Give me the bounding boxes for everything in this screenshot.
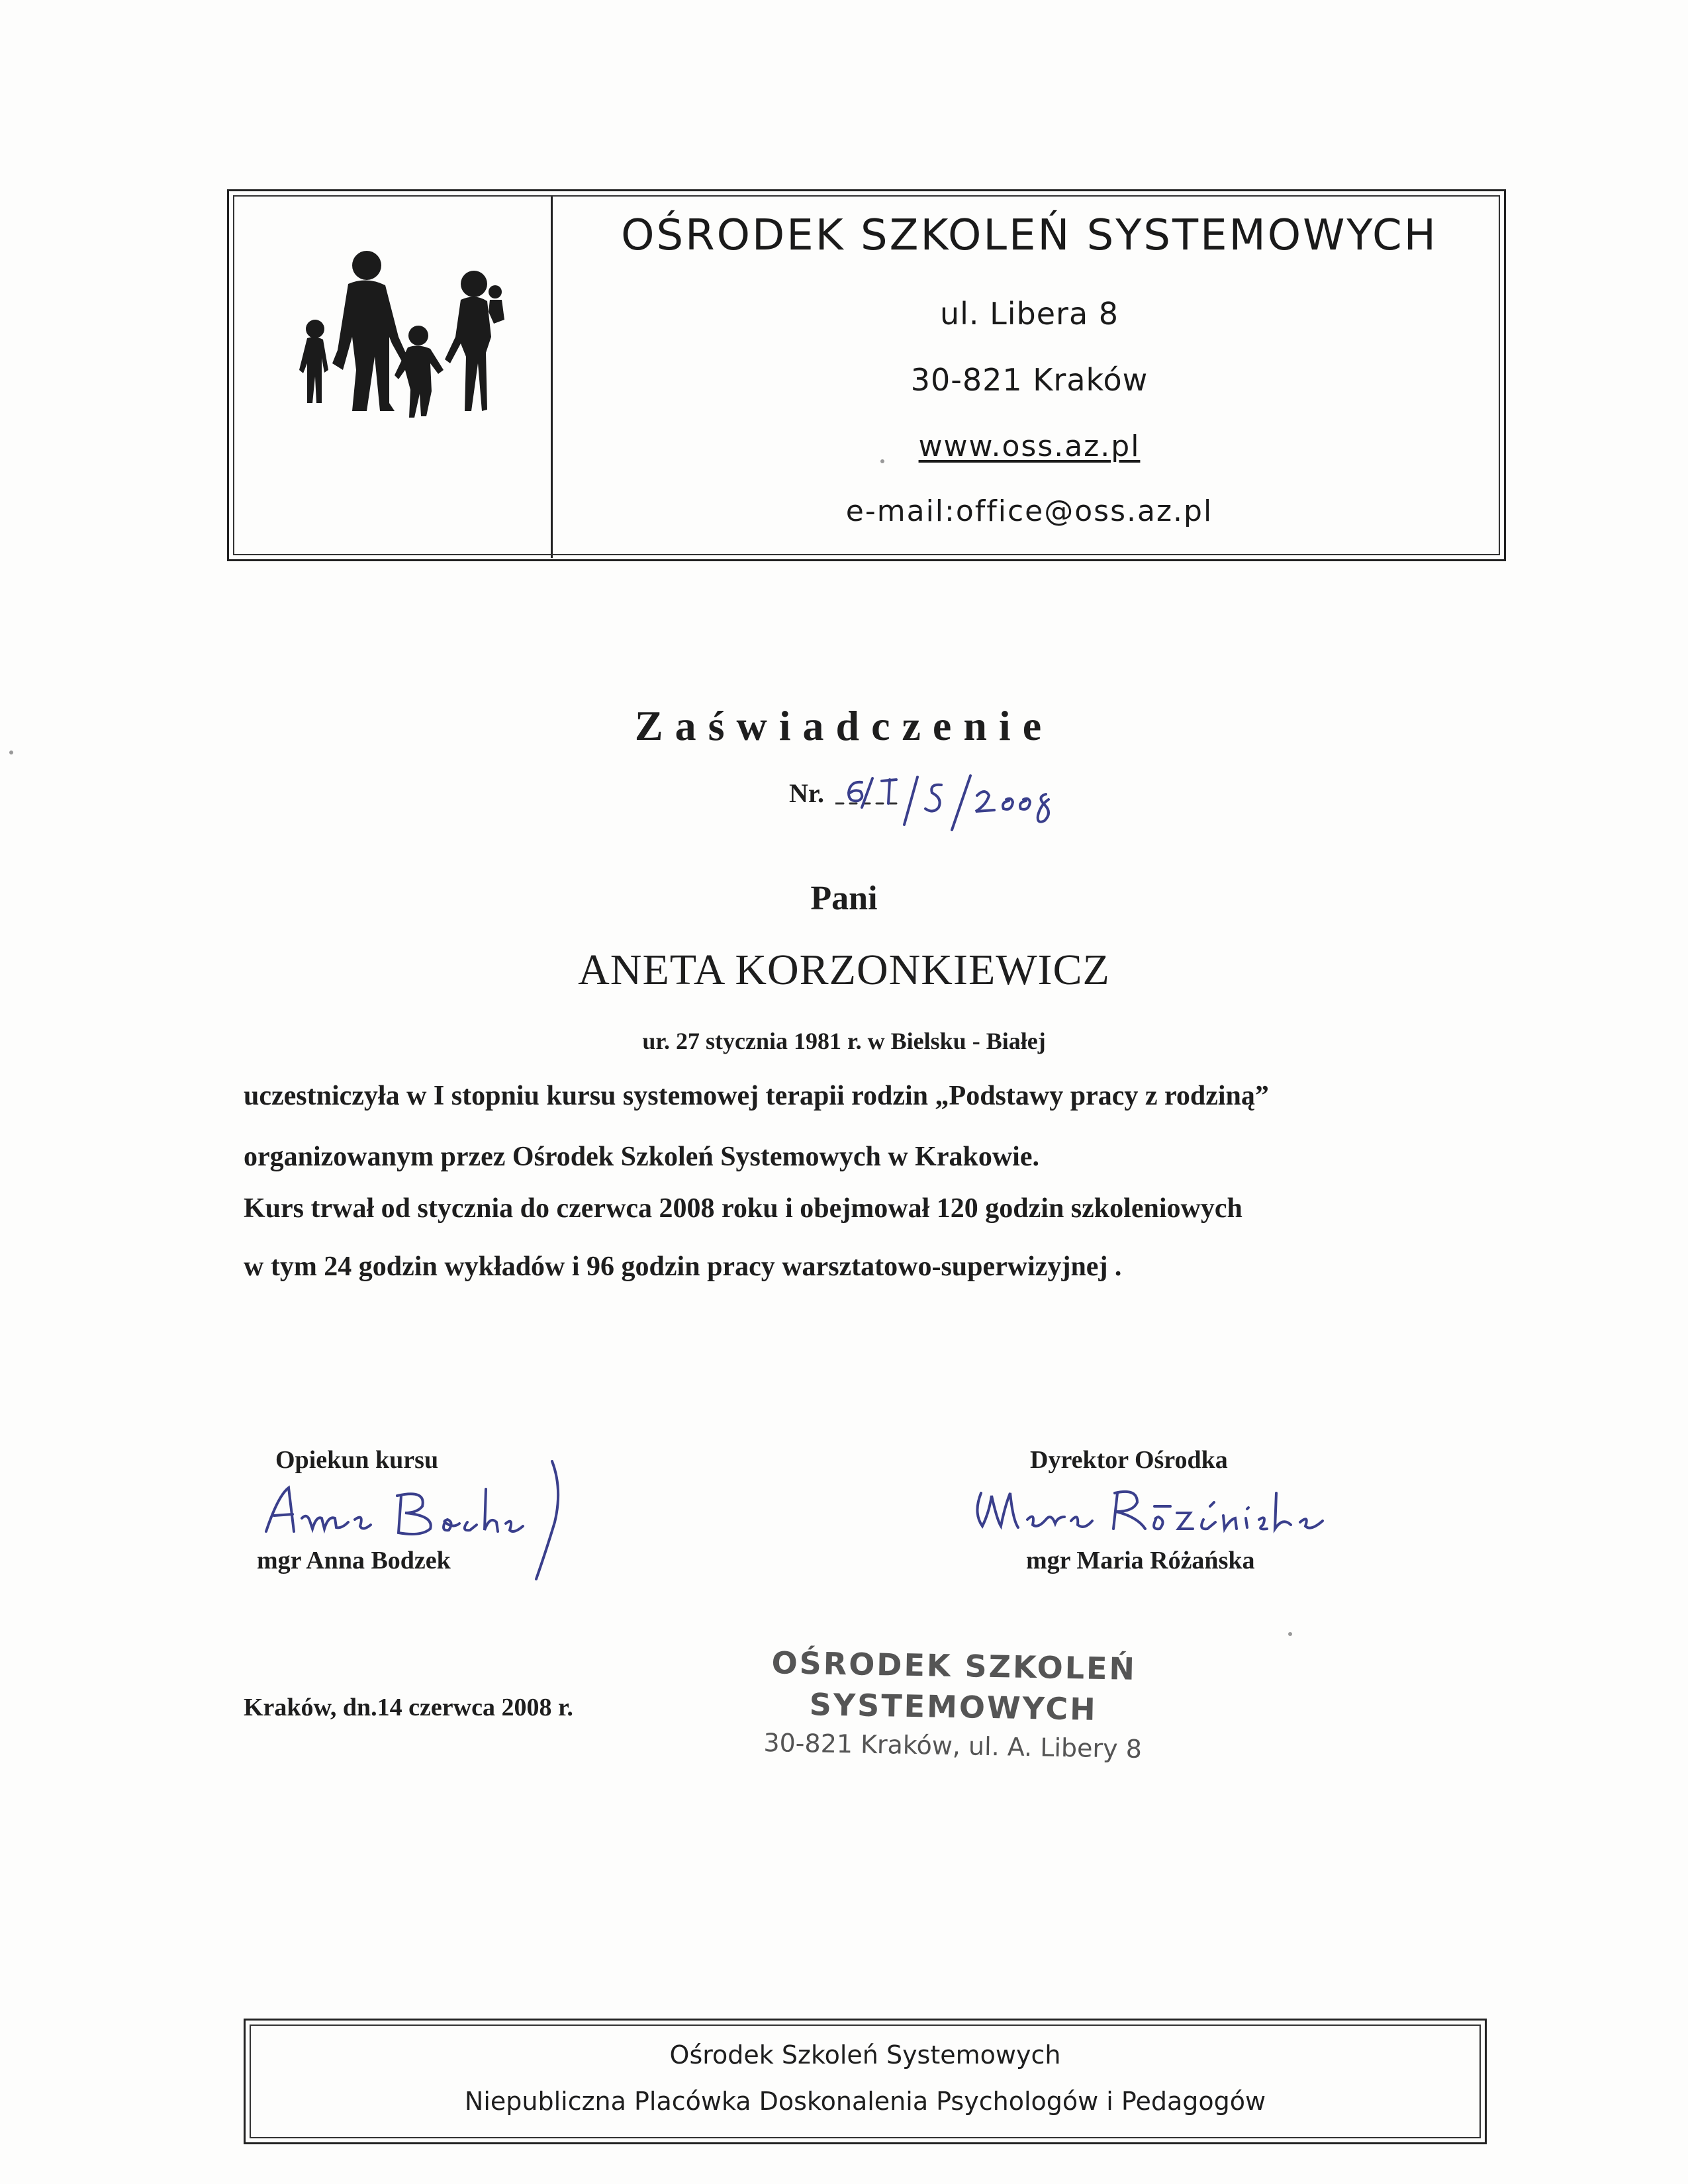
organization-street: ul. Libera 8	[939, 296, 1119, 332]
footer-line-2: Niepubliczna Placówka Doskonalenia Psychologów i Pedagogów	[464, 2087, 1266, 2116]
right-signatory-name: mgr Maria Różańska	[1026, 1547, 1255, 1574]
organization-city: 30-821 Kraków	[910, 362, 1149, 398]
scan-speck	[1288, 1632, 1292, 1636]
certificate-number-handwritten	[835, 761, 1113, 834]
birth-details: ur. 27 stycznia 1981 r. w Bielsku - Białej	[642, 1028, 1046, 1054]
footer-box	[244, 2019, 1487, 2144]
right-handwritten-signature	[972, 1473, 1342, 1556]
recipient-name: ANETA KORZONKIEWICZ	[578, 946, 1110, 994]
certificate-number-label: Nr.	[789, 778, 824, 808]
letterhead-text	[555, 191, 1504, 559]
place-and-date: Kraków, dn.14 czerwca 2008 r.	[244, 1694, 573, 1721]
stamp-line-2: SYSTEMOWYCH	[809, 1686, 1098, 1727]
organization-website-link[interactable]: www.oss.az.pl	[918, 430, 1141, 463]
family-silhouette-icon	[269, 238, 520, 449]
document-title: Zaświadczenie	[634, 702, 1054, 749]
right-signatory-role: Dyrektor Ośrodka	[1030, 1446, 1228, 1474]
stamp-line-3: 30-821 Kraków, ul. A. Libery 8	[763, 1728, 1143, 1764]
left-signatory-name: mgr Anna Bodzek	[257, 1547, 451, 1574]
paragraph-line: uczestniczyła w I stopniu kursu systemowej terapii rodzin „Podstawy pracy z rodziną”	[244, 1081, 1269, 1111]
letterhead-box	[227, 189, 1506, 561]
scan-speck	[9, 751, 13, 754]
paragraph-line: organizowanym przez Ośrodek Szkoleń Systemowych w Krakowie.	[244, 1142, 1039, 1172]
organization-stamp	[747, 1645, 1159, 1784]
organization-name: OŚRODEK SZKOLEŃ SYSTEMOWYCH	[621, 211, 1438, 260]
paragraph-line: w tym 24 godzin wykładów i 96 godzin pracy warsztatowo-superwizyjnej .	[244, 1251, 1122, 1282]
organization-email[interactable]: e-mail:office@oss.az.pl	[845, 494, 1213, 528]
letterhead-divider	[551, 195, 553, 558]
left-signatory-role: Opiekun kursu	[275, 1446, 439, 1474]
stamp-line-1: OŚRODEK SZKOLEŃ	[771, 1645, 1137, 1687]
salutation: Pani	[810, 880, 878, 917]
footer-line-1: Ośrodek Szkoleń Systemowych	[669, 2040, 1061, 2070]
scan-speck	[880, 459, 884, 463]
paragraph-line: Kurs trwał od stycznia do czerwca 2008 roku i obejmował 120 godzin szkoleniowych	[244, 1193, 1243, 1224]
